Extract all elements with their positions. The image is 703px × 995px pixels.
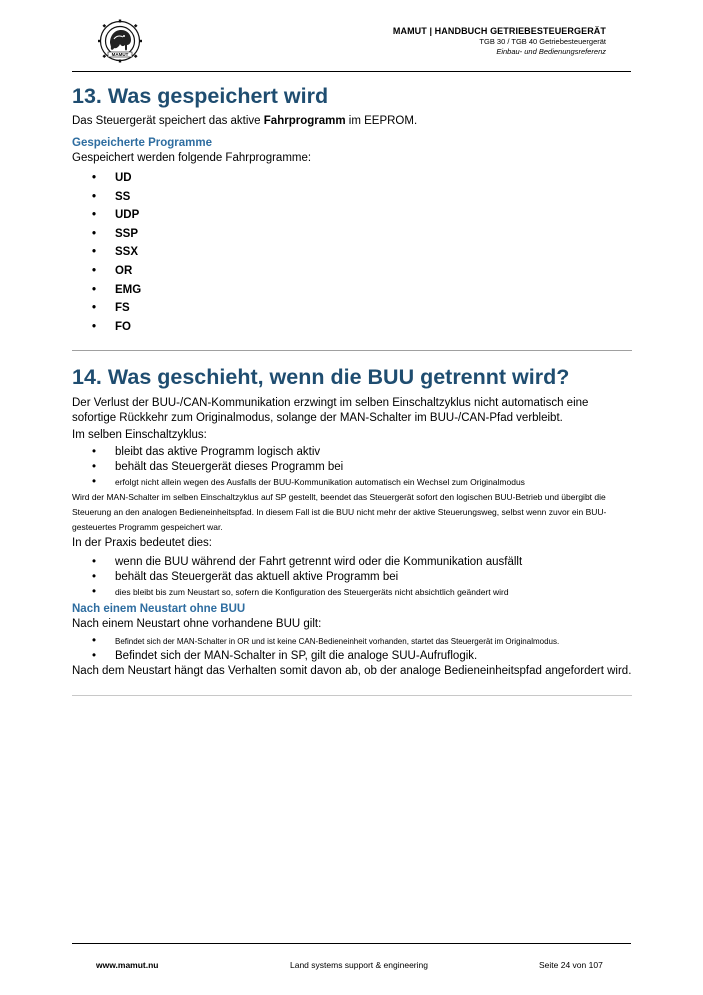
list-item: • SSX	[92, 246, 139, 259]
header-title: MAMUT | HANDBUCH GETRIEBESTEUERGERÄT	[392, 26, 606, 36]
practice-intro: In der Praxis bedeutet dies:	[72, 537, 212, 550]
section-14-heading: 14. Was geschieht, wenn die BUU getrennt wird?	[72, 365, 570, 390]
footer-rule	[72, 943, 631, 944]
list-item: • FO	[92, 320, 131, 333]
list-item: • EMG	[92, 283, 142, 296]
practice-list	[72, 555, 632, 600]
list-item: • SSP	[92, 227, 139, 240]
restart-list	[72, 634, 632, 664]
list-item: • SS	[92, 190, 131, 203]
end-divider	[72, 695, 632, 696]
page-content	[72, 80, 632, 696]
header-rule	[72, 71, 631, 72]
stored-programs-subheading: Gespeicherte Programme	[72, 137, 212, 149]
footer-tagline: Land systems support & engineering	[290, 960, 428, 970]
restart-intro: Nach einem Neustart ohne vorhandene BUU gilt:	[72, 618, 322, 631]
list-item: • Befindet sich der MAN-Schalter in SP, gilt die analoge SUU-Aufruflogik.	[92, 650, 478, 663]
footer-website[interactable]: www.mamut.nu	[96, 960, 159, 970]
header-subtitle: TGB 30 / TGB 40 Getriebesteuergerät	[479, 37, 606, 46]
header-reference: Einbau- und Bedienungsreferenz	[496, 47, 606, 56]
list-item: • FS	[92, 302, 130, 315]
list-item: • OR	[92, 264, 133, 277]
logo-text: MAMUT	[111, 52, 129, 58]
list-item: • UDP	[92, 209, 140, 222]
same-cycle-list	[72, 445, 632, 490]
list-item: • Befindet sich der MAN-Schalter in OR und ist keine CAN-Bedieneinheit vorhanden, startet das Steuergerät im Originalmodus.	[92, 635, 560, 648]
list-item: • bleibt das aktive Programm logisch aktiv	[92, 446, 321, 459]
list-item: • wenn die BUU während der Fahrt getrennt wird oder die Kommunikation ausfällt	[92, 556, 523, 569]
section-14-paragraph-2: Wird der MAN-Schalter im selben Einschaltzyklus auf SP gestellt, beendet das Steuergerät sofort den logischen BUU-Betrieb und übergibt die Steuerung an den analogen Bedieneinheitspfad. In diesem Fall ist die BUU nicht mehr der aktive Steuerungsweg, selbst wenn zuvor ein BUU-gesteuertes Programm gespeichert war.	[72, 492, 607, 533]
mamut-logo	[96, 19, 144, 63]
section-14-paragraph-1: Der Verlust der BUU-/CAN-Kommunikation erzwingt im selben Einschaltzyklus nicht automatisch eine sofortige Rückkehr zum Originalmodus, solange der MAN-Schalter im BUU-/CAN-Pfad verbleibt.	[72, 397, 589, 425]
list-item: • UD	[92, 172, 132, 184]
list-item: • behält das Steuergerät dieses Programm bei	[92, 461, 344, 474]
program-list	[72, 169, 632, 336]
list-item: • behält das Steuergerät das aktuell aktive Programm bei	[92, 571, 399, 584]
section-13-intro: Das Steuergerät speichert das aktive Fahrprogramm im EEPROM.	[72, 115, 418, 127]
section-13-heading: 13. Was gespeichert wird	[72, 84, 329, 108]
list-item: • dies bleibt bis zum Neustart so, sofern die Konfiguration des Steuergeräts nicht absichtlich geändert wird	[92, 586, 509, 599]
section-divider	[72, 350, 632, 351]
stored-programs-intro: Gespeichert werden folgende Fahrprogramme:	[72, 152, 312, 164]
same-cycle-intro: Im selben Einschaltzyklus:	[72, 429, 207, 442]
restart-subheading: Nach einem Neustart ohne BUU	[72, 603, 246, 616]
page-header	[393, 25, 606, 57]
list-item: • erfolgt nicht allein wegen des Ausfalls der BUU-Kommunikation automatisch ein Wechsel zum Originalmodus	[92, 476, 525, 489]
page-number: Seite 24 von 107	[539, 960, 603, 970]
section-14-conclusion: Nach dem Neustart hängt das Verhalten somit davon ab, ob der analoge Bedieneinheitspfad angefordert wird.	[72, 665, 632, 678]
